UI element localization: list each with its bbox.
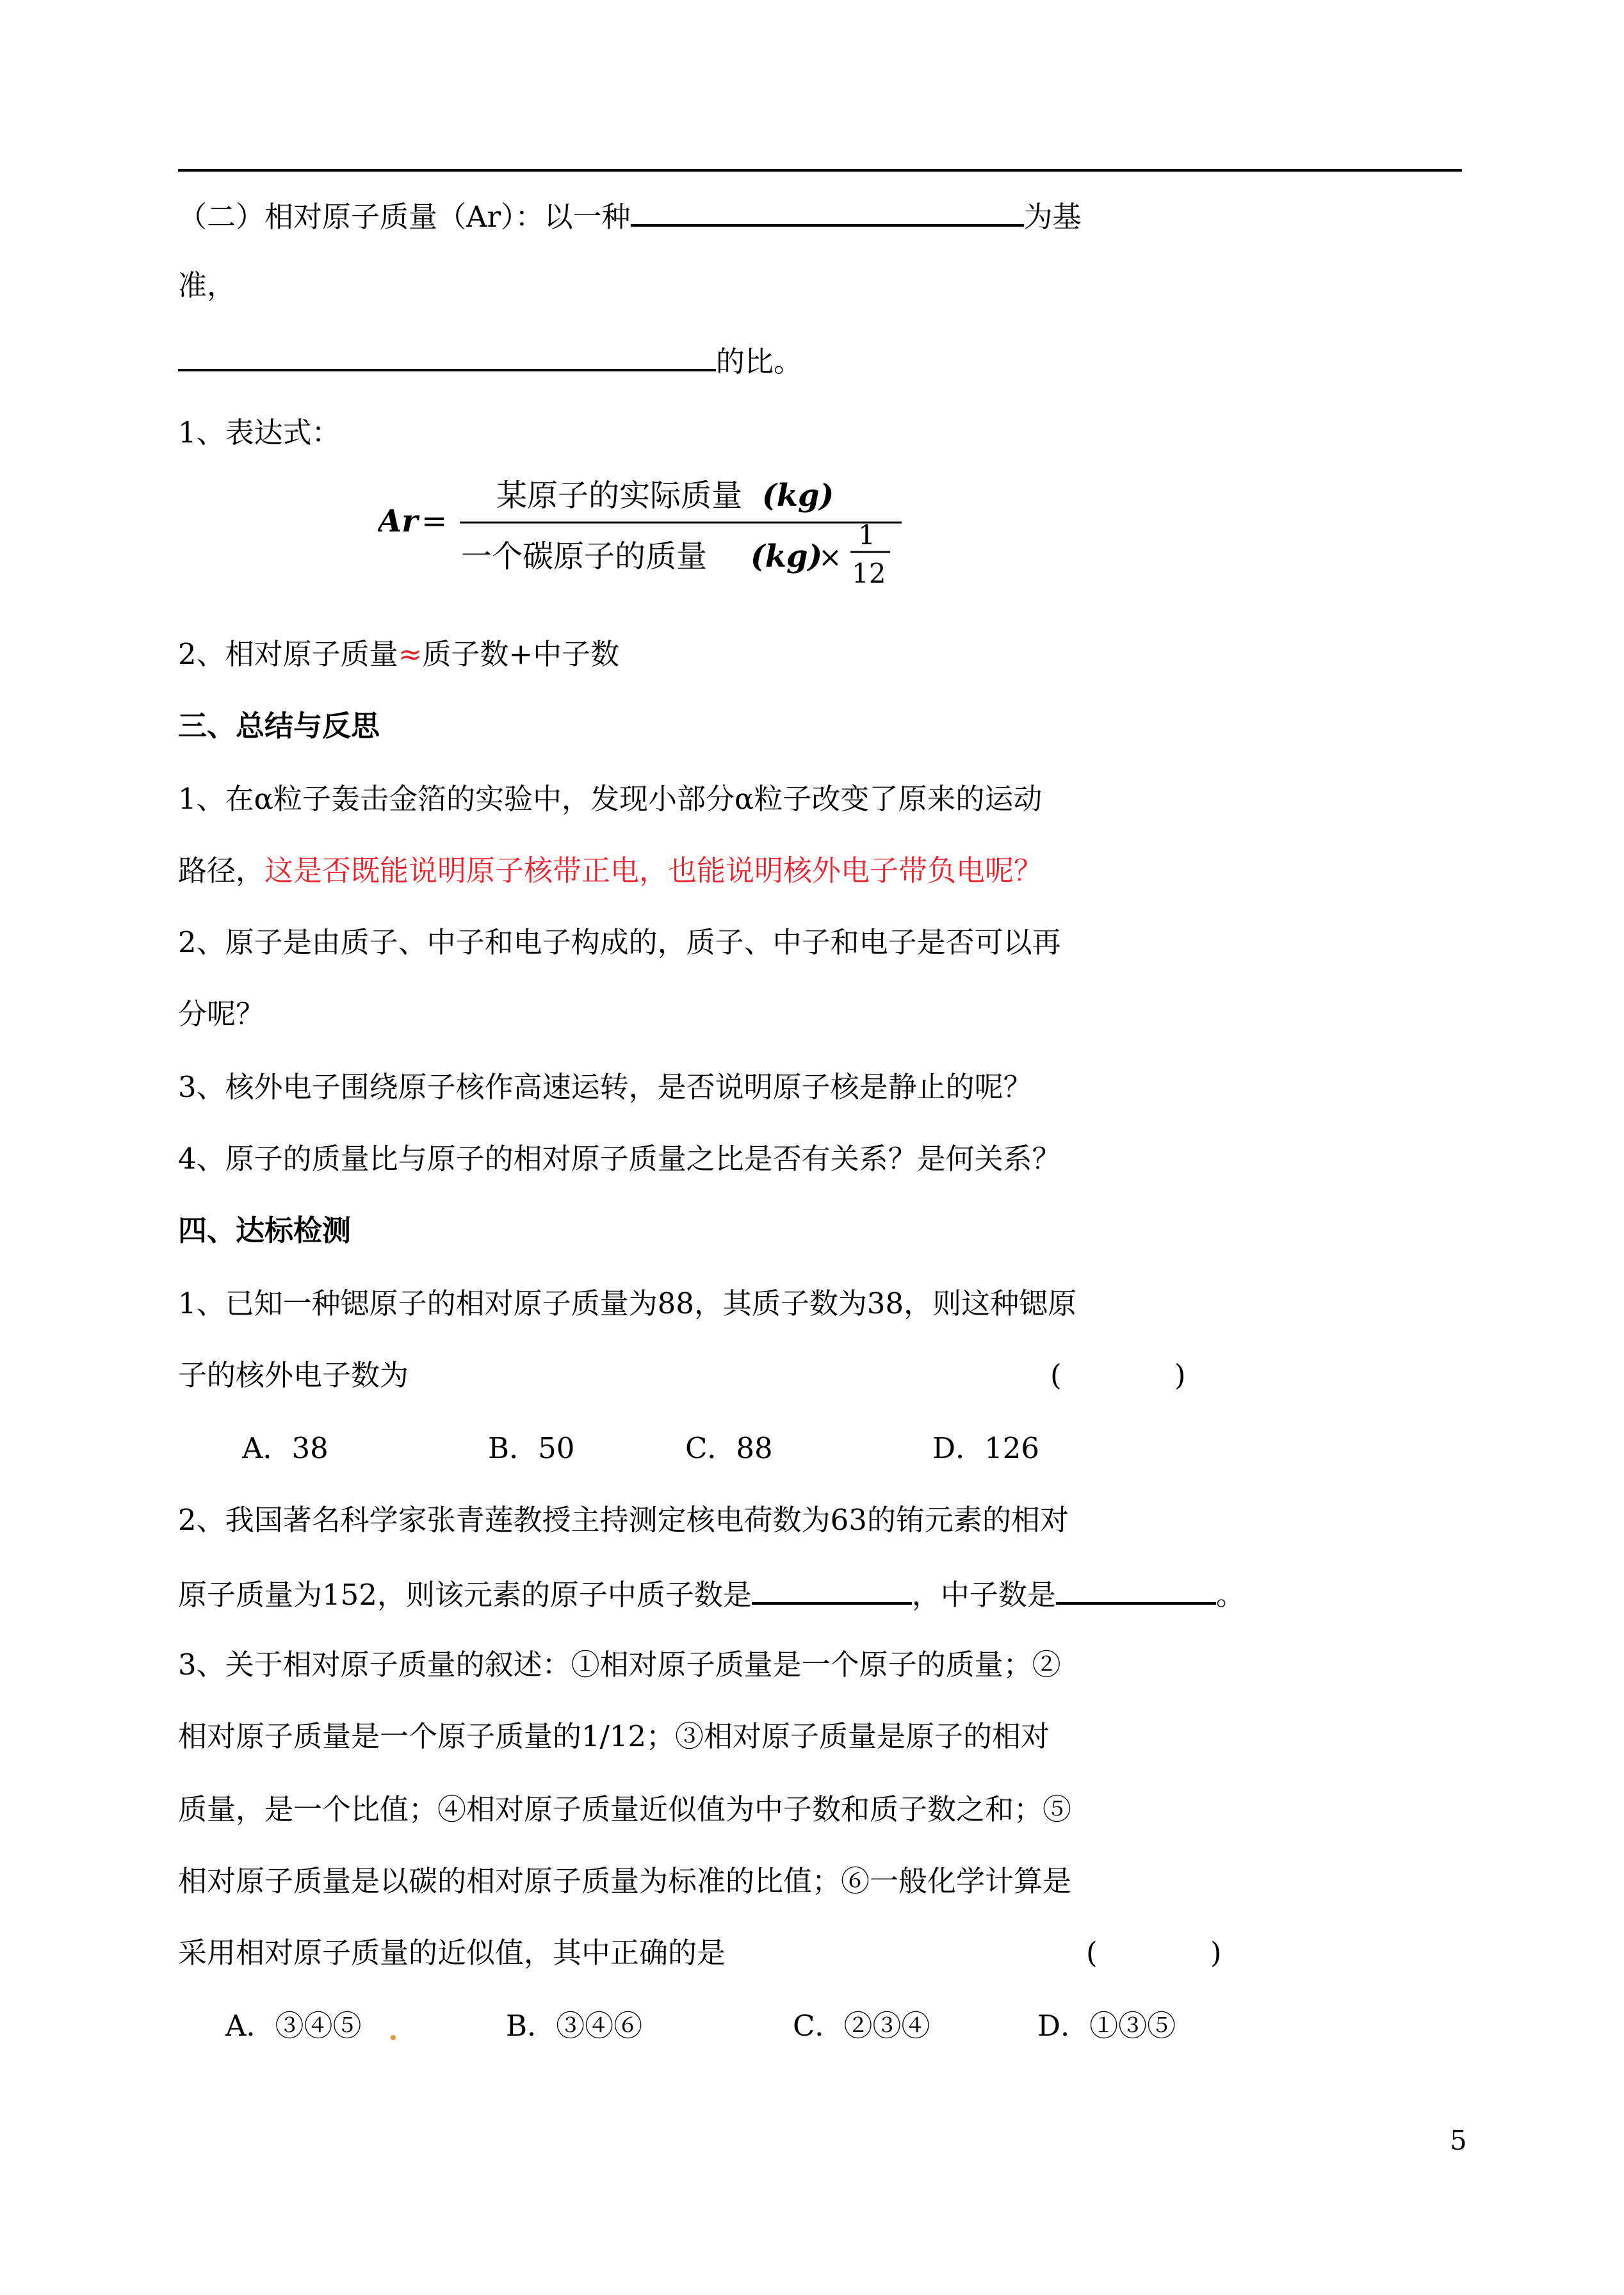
test-q1-option-d[interactable]: D．126 [932,1431,1039,1465]
test-q3-option-c[interactable]: C．②③④ [793,2009,930,2043]
summary-q4: 4、原子的质量比与原子的相对原子质量之比是否有关系？是何关系？ [178,1142,1061,1176]
header-rule [178,169,1462,172]
test-q1-line2: 子的核外电子数为 [178,1358,409,1392]
definition-line-2: 准， [178,268,236,302]
test-q2-line1: 2、我国著名科学家张青莲教授主持测定核电荷数为63的铕元素的相对 [178,1503,1069,1537]
test-q2-text: 原子质量为152，则该元素的原子中质子数是 [178,1578,752,1612]
definition-title: （二）相对原子质量（Ar） [178,200,516,234]
summary-q1-line1: 1、在α粒子轰击金箔的实验中，发现小部分α粒子改变了原来的运动 [178,782,1043,816]
test-q1-line1: 1、已知一种锶原子的相对原子质量为88，其质子数为38，则这种锶原 [178,1286,1077,1320]
summary-heading: 三、总结与反思 [178,709,380,743]
test-q2-text-mid: ，中子数是 [911,1578,1056,1612]
test-q3-line5: 采用相对原子质量的近似值，其中正确的是 [178,1936,726,1970]
approx-text: 2、相对原子质量 [178,637,398,671]
relative-atomic-mass-formula [378,467,916,608]
formula-frac-numerator: 1 [858,519,875,551]
test-q1-answer-slot[interactable] [1071,1356,1167,1395]
test-heading: 四、达标检测 [178,1213,352,1247]
test-q1-option-c[interactable]: C．88 [685,1431,773,1465]
definition-text-end: 为基 [1023,200,1082,234]
test-q3-answer-slot[interactable] [1107,1934,1203,1972]
fill-blank-ratio[interactable] [178,339,716,371]
definition-text-ratio: 的比。 [716,345,803,378]
test-q1-answer-paren-open: ( [1050,1358,1062,1392]
test-q3-line4: 相对原子质量是以碳的相对原子质量为标准的比值；⑥一般化学计算是 [178,1864,1072,1898]
test-q2-text-end: 。 [1215,1578,1245,1612]
test-q3-line2: 相对原子质量是一个原子质量的1/12；③相对原子质量是原子的相对 [178,1719,1050,1753]
decorative-dot [391,2035,396,2040]
test-q3-option-d[interactable]: D．①③⑤ [1037,2009,1176,2043]
formula-denominator-unit: (kg) [751,539,823,574]
test-q1-option-a[interactable]: A．38 [242,1431,329,1465]
colon: ： [515,200,544,234]
summary-q2-line1: 2、原子是由质子、中子和电子构成的，质子、中子和电子是否可以再 [178,925,1061,959]
summary-q3: 3、核外电子围绕原子核作高速运转，是否说明原子核是静止的呢？ [178,1070,1032,1104]
summary-q1-line2 [178,852,1043,890]
definition-line-3 [178,339,802,381]
test-q1-option-b[interactable]: B．50 [488,1431,575,1465]
page-number: 5 [1450,2125,1467,2156]
test-q3-option-b[interactable]: B．③④⑥ [506,2009,643,2043]
formula-denominator: 一个碳原子的质量 [461,539,708,574]
test-q3-answer-paren-open: ( [1086,1936,1098,1970]
definition-line-1 [178,195,1082,236]
fill-blank-neutron-count[interactable] [1056,1573,1216,1605]
formula-times: × [818,541,842,574]
fill-blank-proton-count[interactable] [752,1573,912,1605]
test-q3-line1: 3、关于相对原子质量的叙述：①相对原子质量是一个原子的质量；② [178,1648,1061,1682]
approx-text-end: 质子数+中子数 [422,637,620,671]
fill-blank-standard[interactable] [631,195,1024,227]
test-q3-answer-paren-close: ) [1210,1936,1222,1970]
formula-numerator-unit: (kg) [762,478,834,514]
test-q1-answer-paren-close: ) [1174,1358,1186,1392]
summary-q1-highlight: 这是否既能说明原子核带正电，也能说明核外电子带负电呢？ [264,854,1043,888]
summary-q1-text: 路径， [178,854,265,888]
formula-lhs: Ar [378,503,418,539]
formula-frac-denominator: 12 [852,558,886,589]
approx-symbol: ≈ [398,637,423,671]
test-q2-line2 [178,1573,1245,1614]
definition-text: 以一种 [544,200,631,234]
summary-q2-line2: 分呢？ [178,997,265,1031]
formula-equals: = [421,503,448,539]
expression-label: 1、表达式： [178,416,341,450]
approx-line [178,635,619,674]
formula-numerator: 某原子的实际质量 [496,478,743,514]
test-q3-option-a[interactable]: A．③④⑤ [225,2009,362,2043]
test-q3-line3: 质量，是一个比值；④相对原子质量近似值为中子数和质子数之和；⑤ [178,1792,1072,1826]
